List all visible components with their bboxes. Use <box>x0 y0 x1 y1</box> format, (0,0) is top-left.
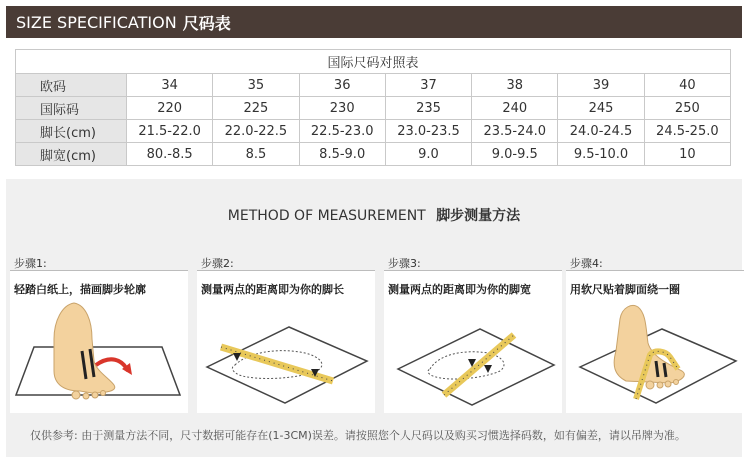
header-title-en: SIZE SPECIFICATION <box>16 12 177 32</box>
table-cell: 250 <box>644 97 730 120</box>
table-cell: 34 <box>127 74 213 97</box>
row-label: 脚长(cm) <box>16 120 127 143</box>
step-label: 步骤2: <box>201 257 234 270</box>
header-bar <box>6 6 742 38</box>
table-cell: 9.5-10.0 <box>558 143 644 166</box>
foot-circumference-illustration <box>566 299 744 413</box>
row-label: 国际码 <box>16 97 127 120</box>
table-cell: 8.5 <box>213 143 299 166</box>
table-cell: 220 <box>127 97 213 120</box>
row-label: 脚宽(cm) <box>16 143 127 166</box>
step-panel <box>384 271 562 413</box>
step-label: 步骤3: <box>388 257 421 270</box>
disclaimer-note: 仅供参考: 由于测量方法不同，尺寸数据可能存在(1-3CM)误差。请按照您个人尺码以及购买习惯选择码数，如有偏差，请以吊牌为准。 <box>30 429 686 442</box>
table-cell: 21.5-22.0 <box>127 120 213 143</box>
size-table-caption: 国际尺码对照表 <box>16 50 731 74</box>
step-4 <box>566 245 744 413</box>
step-panel <box>197 271 375 413</box>
step-panel <box>10 271 188 413</box>
table-cell: 22.0-22.5 <box>213 120 299 143</box>
table-cell: 38 <box>472 74 558 97</box>
table-cell: 37 <box>385 74 471 97</box>
table-cell: 10 <box>644 143 730 166</box>
table-row <box>16 143 731 166</box>
table-row <box>16 74 731 97</box>
measurement-title-en: METHOD OF MEASUREMENT <box>227 208 426 224</box>
step-description: 用软尺贴着脚面绕一圈 <box>570 283 680 296</box>
step-1 <box>10 245 188 413</box>
table-cell: 9.0 <box>385 143 471 166</box>
foot-length-illustration <box>197 299 375 413</box>
table-cell: 23.0-23.5 <box>385 120 471 143</box>
foot-trace-illustration <box>10 299 188 413</box>
row-label: 欧码 <box>16 74 127 97</box>
table-cell: 24.5-25.0 <box>644 120 730 143</box>
measurement-title <box>6 205 742 225</box>
measurement-title-zh: 脚步测量方法 <box>436 208 521 224</box>
step-2 <box>197 245 375 413</box>
table-cell: 24.0-24.5 <box>558 120 644 143</box>
step-3 <box>384 245 562 413</box>
table-cell: 240 <box>472 97 558 120</box>
table-row <box>16 120 731 143</box>
table-cell: 23.5-24.0 <box>472 120 558 143</box>
table-cell: 225 <box>213 97 299 120</box>
foot-width-illustration <box>384 299 562 413</box>
size-table <box>15 49 731 166</box>
step-label: 步骤4: <box>570 257 603 270</box>
measurement-section <box>6 179 742 457</box>
step-description: 测量两点的距离即为你的脚宽 <box>388 283 531 296</box>
table-cell: 235 <box>385 97 471 120</box>
table-cell: 36 <box>299 74 385 97</box>
table-row <box>16 97 731 120</box>
step-panel <box>566 271 744 413</box>
table-cell: 245 <box>558 97 644 120</box>
table-cell: 9.0-9.5 <box>472 143 558 166</box>
header-title-zh: 尺码表 <box>182 13 231 33</box>
step-description: 测量两点的距离即为你的脚长 <box>201 283 344 296</box>
table-cell: 80.-8.5 <box>127 143 213 166</box>
table-cell: 230 <box>299 97 385 120</box>
table-cell: 40 <box>644 74 730 97</box>
step-description: 轻踏白纸上，描画脚步轮廓 <box>14 283 146 296</box>
table-cell: 22.5-23.0 <box>299 120 385 143</box>
step-label: 步骤1: <box>14 257 47 270</box>
table-cell: 39 <box>558 74 644 97</box>
table-cell: 35 <box>213 74 299 97</box>
table-cell: 8.5-9.0 <box>299 143 385 166</box>
